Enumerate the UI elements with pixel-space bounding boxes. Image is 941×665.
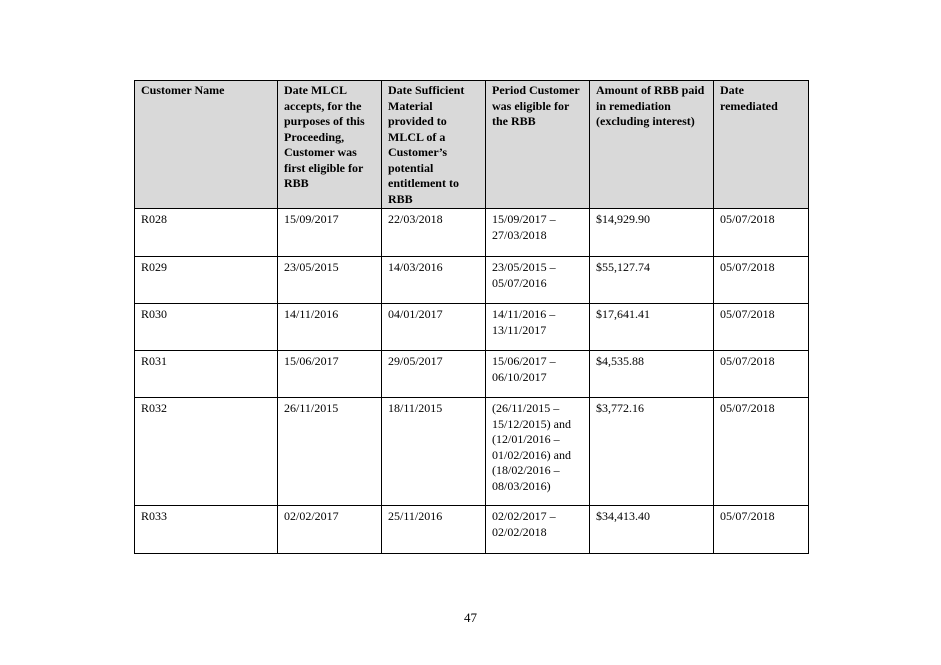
cell-eligible-period: 02/02/2017 – 02/02/2018 <box>486 506 590 554</box>
cell-eligible-period: (26/11/2015 – 15/12/2015) and (12/01/2016 – 01/02/2016) and (18/02/2016 – 08/03/2016) <box>486 398 590 506</box>
cell-first-eligible-date: 14/11/2016 <box>278 304 382 351</box>
cell-sufficient-material-date: 04/01/2017 <box>382 304 486 351</box>
cell-date-remediated: 05/07/2018 <box>714 209 809 257</box>
cell-customer-name: R032 <box>135 398 278 506</box>
rbb-remediation-table <box>134 80 809 554</box>
table-header-row <box>135 81 809 209</box>
cell-amount-paid: $55,127.74 <box>590 257 714 304</box>
cell-amount-paid: $3,772.16 <box>590 398 714 506</box>
cell-sufficient-material-date: 25/11/2016 <box>382 506 486 554</box>
cell-sufficient-material-date: 14/03/2016 <box>382 257 486 304</box>
cell-sufficient-material-date: 29/05/2017 <box>382 351 486 398</box>
cell-date-remediated: 05/07/2018 <box>714 304 809 351</box>
cell-sufficient-material-date: 18/11/2015 <box>382 398 486 506</box>
cell-first-eligible-date: 26/11/2015 <box>278 398 382 506</box>
header-customer-name: Customer Name <box>135 81 278 209</box>
cell-first-eligible-date: 23/05/2015 <box>278 257 382 304</box>
header-sufficient-material-date: Date Sufficient Material provided to MLCL of a Customer’s potential entitlement to RBB <box>382 81 486 209</box>
header-first-eligible-date: Date MLCL accepts, for the purposes of this Proceeding, Customer was first eligible for RBB <box>278 81 382 209</box>
table-row <box>135 304 809 351</box>
cell-eligible-period: 23/05/2015 – 05/07/2016 <box>486 257 590 304</box>
cell-first-eligible-date: 15/09/2017 <box>278 209 382 257</box>
cell-eligible-period: 14/11/2016 – 13/11/2017 <box>486 304 590 351</box>
table-row <box>135 351 809 398</box>
cell-date-remediated: 05/07/2018 <box>714 351 809 398</box>
table-row <box>135 209 809 257</box>
cell-customer-name: R028 <box>135 209 278 257</box>
header-eligible-period: Period Customer was eligible for the RBB <box>486 81 590 209</box>
table-row <box>135 506 809 554</box>
cell-customer-name: R033 <box>135 506 278 554</box>
cell-first-eligible-date: 02/02/2017 <box>278 506 382 554</box>
cell-customer-name: R031 <box>135 351 278 398</box>
cell-amount-paid: $17,641.41 <box>590 304 714 351</box>
header-date-remediated: Date remediated <box>714 81 809 209</box>
cell-sufficient-material-date: 22/03/2018 <box>382 209 486 257</box>
cell-customer-name: R029 <box>135 257 278 304</box>
cell-date-remediated: 05/07/2018 <box>714 398 809 506</box>
table-row <box>135 398 809 506</box>
cell-date-remediated: 05/07/2018 <box>714 506 809 554</box>
cell-amount-paid: $4,535.88 <box>590 351 714 398</box>
page-number: 47 <box>464 610 477 625</box>
table-row <box>135 257 809 304</box>
cell-eligible-period: 15/06/2017 – 06/10/2017 <box>486 351 590 398</box>
header-amount-paid: Amount of RBB paid in remediation (excluding interest) <box>590 81 714 209</box>
cell-amount-paid: $34,413.40 <box>590 506 714 554</box>
cell-first-eligible-date: 15/06/2017 <box>278 351 382 398</box>
cell-customer-name: R030 <box>135 304 278 351</box>
cell-amount-paid: $14,929.90 <box>590 209 714 257</box>
cell-eligible-period: 15/09/2017 – 27/03/2018 <box>486 209 590 257</box>
cell-date-remediated: 05/07/2018 <box>714 257 809 304</box>
